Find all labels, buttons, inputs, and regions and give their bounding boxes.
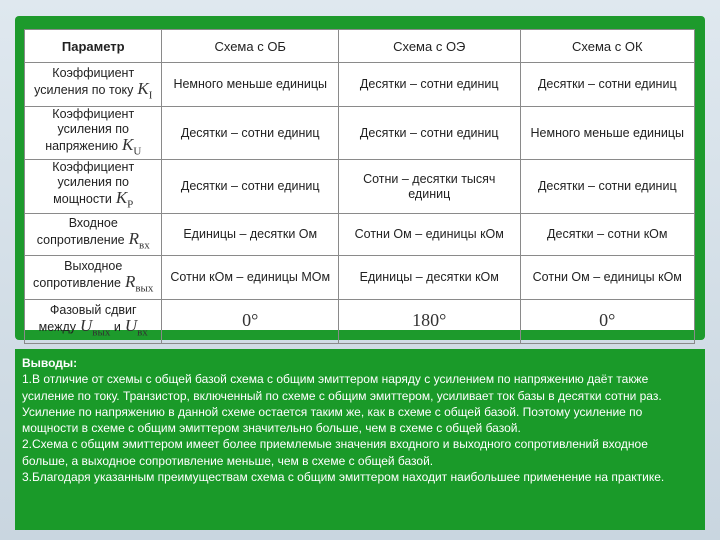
ok-cell: Десятки – сотни кОм — [520, 213, 694, 255]
param-label: Выходное сопротивление — [33, 258, 123, 290]
ok-cell: Немного меньше единицы — [520, 107, 694, 160]
param-cell — [25, 63, 162, 107]
ob-cell: Десятки – сотни единиц — [162, 160, 338, 213]
param-symbol: $K_P$ — [115, 188, 134, 211]
table-row — [25, 63, 695, 107]
param-symbol: $K_U$ — [121, 135, 142, 158]
conclusions-title: Выводы: — [22, 356, 78, 370]
oe-cell: Десятки – сотни единиц — [338, 63, 520, 107]
param-symbol: $K_I$ — [137, 78, 153, 102]
param-label: Коэффициент усиления по мощности — [52, 160, 135, 207]
conclusion-item: 1.В отличие от схемы с общей базой схема с общим эмиттером наряду с усилением по напряжению даёт также усиление по току. Транзистор, включенный по схеме с общим эмиттером, усиливает ток базы в десятки сотни раз. Усиление по напряжению в данной схеме остается таким же, как в схеме с общей базой. Поэтому усиление по мощности в схеме с общим эмиттером значительно больше, чем в схеме с общей базой. — [22, 372, 662, 436]
param-symbol: $R_{вых}$ — [124, 271, 154, 294]
ok-cell: Десятки – сотни единиц — [520, 63, 694, 107]
param-label: Коэффициент усиления по току — [34, 65, 135, 97]
param-label: Фазовый сдвиг — [49, 302, 137, 317]
ok-cell: Сотни Ом – единицы кОм — [520, 255, 694, 299]
param-label: Коэффициент усиления по напряжению — [45, 107, 135, 153]
table-row — [25, 255, 695, 299]
header-oe: Схема с ОЭ — [338, 30, 520, 63]
param-cell — [25, 255, 162, 299]
table-row — [25, 213, 695, 255]
param-label-line2: между $U_{вых}$ и $U_{вх}$ — [38, 315, 148, 338]
conclusions-box — [15, 349, 705, 530]
ok-cell: 0° — [520, 299, 694, 343]
table-row — [25, 160, 695, 213]
ob-cell: 0° — [162, 299, 338, 343]
param-label: Входное сопротивление — [36, 215, 125, 247]
ob-cell: Десятки – сотни единиц — [162, 107, 338, 160]
oe-cell: 180° — [338, 299, 520, 343]
param-cell — [25, 213, 162, 255]
header-ok: Схема с ОК — [520, 30, 694, 63]
oe-cell: Десятки – сотни единиц — [338, 107, 520, 160]
oe-cell: Сотни – десятки тысяч единиц — [338, 160, 520, 213]
ob-cell: Сотни кОм – единицы МОм — [162, 255, 338, 299]
oe-cell: Единицы – десятки кОм — [338, 255, 520, 299]
ob-cell: Немного меньше единицы — [162, 63, 338, 107]
ok-cell: Десятки – сотни единиц — [520, 160, 694, 213]
conclusion-item: 2.Схема с общим эмиттером имеет более приемлемые значения входного и выходного сопротивлений входное больше, а выходное сопротивление меньше, чем в схеме с общей базой. — [22, 437, 648, 468]
parameters-table — [24, 29, 695, 344]
conclusion-item: 3.Благодаря указанным преимуществам схема с общим эмиттером находит наибольшее применение на практике. — [22, 470, 665, 485]
table-header-row — [25, 30, 695, 63]
header-ob: Схема с ОБ — [162, 30, 338, 63]
param-cell — [25, 160, 162, 213]
param-cell — [25, 299, 162, 343]
ob-cell: Единицы – десятки Ом — [162, 213, 338, 255]
header-parameter: Параметр — [25, 30, 162, 63]
param-symbol: $R_{вх}$ — [128, 228, 150, 251]
oe-cell: Сотни Ом – единицы кОм — [338, 213, 520, 255]
param-cell — [25, 107, 162, 160]
table-row — [25, 107, 695, 160]
table-row — [25, 299, 695, 343]
